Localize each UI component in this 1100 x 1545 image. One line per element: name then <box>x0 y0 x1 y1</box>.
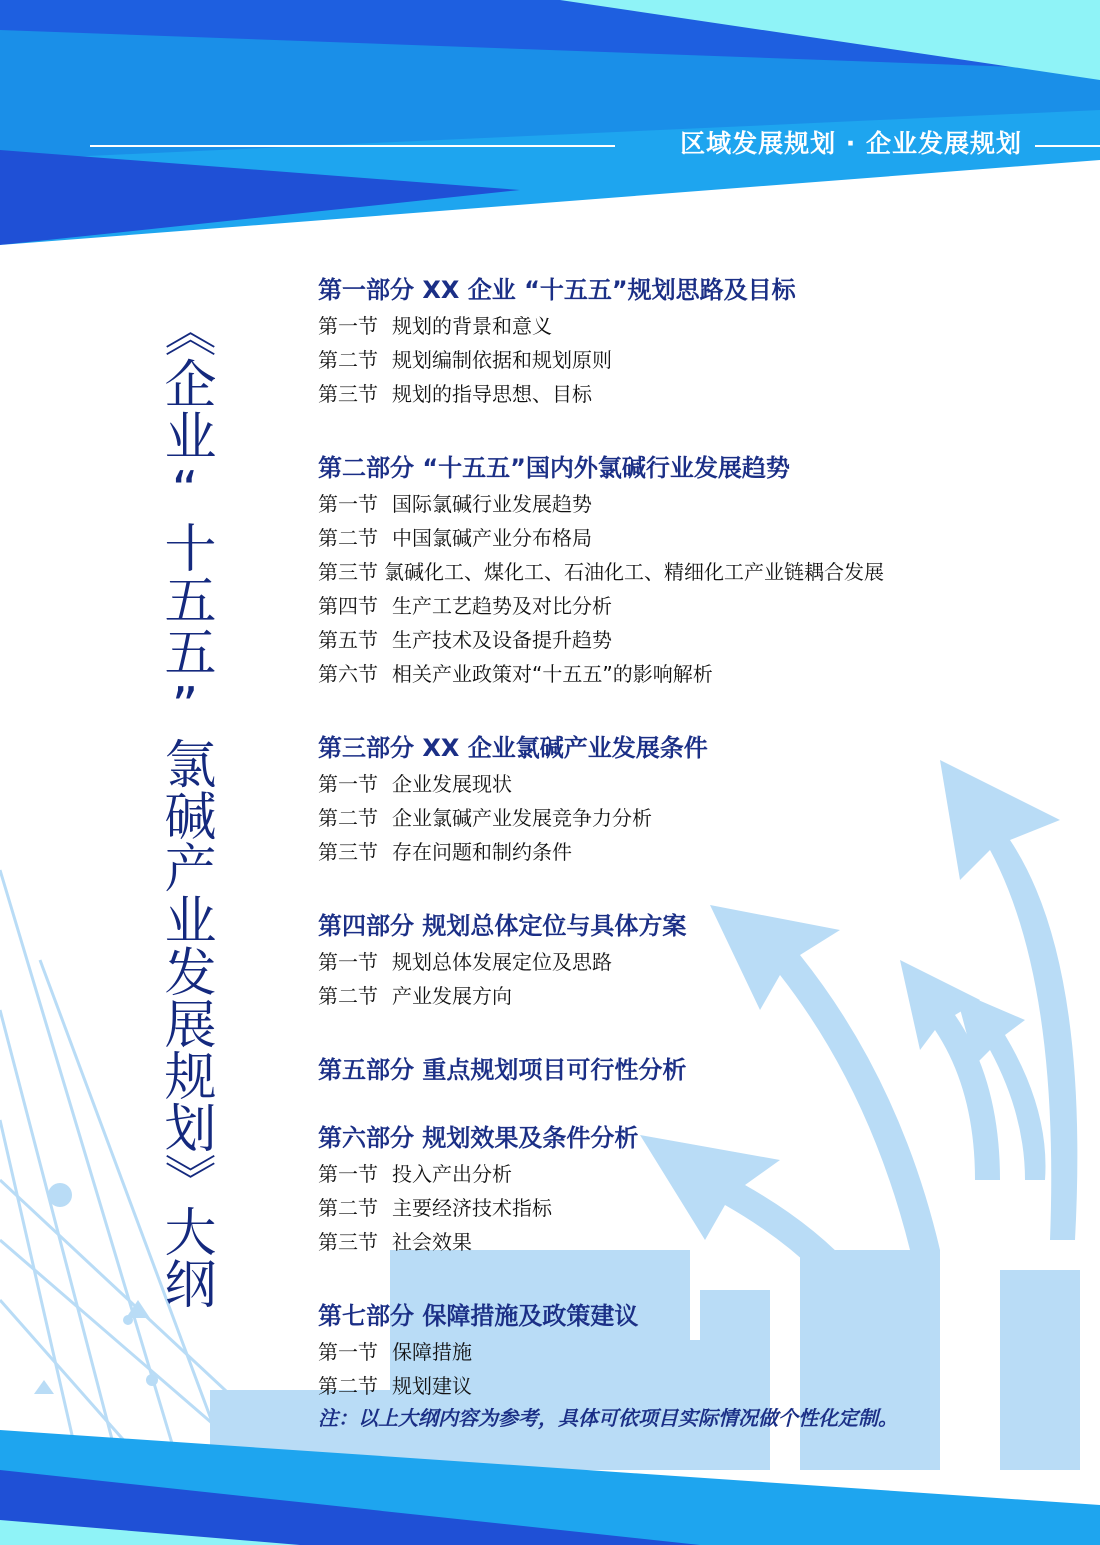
section-item <box>318 343 1078 377</box>
section-item <box>318 377 1078 411</box>
section-item <box>318 623 1078 657</box>
section-text: 规划总体发展定位及思路 <box>392 950 612 974</box>
section-text: 企业发展现状 <box>392 772 512 796</box>
section-number: 第二节 <box>318 984 378 1008</box>
section-text: 保障措施 <box>392 1340 472 1364</box>
section-item <box>318 555 1078 589</box>
toc-part-4 <box>318 907 1078 1013</box>
section-text: 产业发展方向 <box>392 984 512 1008</box>
section-number: 第一节 <box>318 492 378 516</box>
section-item <box>318 835 1078 869</box>
section-item <box>318 767 1078 801</box>
section-text: 存在问题和制约条件 <box>392 840 572 864</box>
section-item <box>318 1157 1078 1191</box>
section-number: 第二节 <box>318 806 378 830</box>
section-text: 规划的背景和意义 <box>392 314 552 338</box>
table-of-contents <box>318 271 1078 1441</box>
toc-part-5 <box>318 1051 1078 1089</box>
section-text: 生产工艺趋势及对比分析 <box>392 594 612 618</box>
vertical-title: 《企业“十五五”氯碱产业发展规划》大纲 <box>155 305 215 1309</box>
section-text: 规划的指导思想、目标 <box>392 382 592 406</box>
part-title: 第二部分 “十五五”国内外氯碱行业发展趋势 <box>318 454 790 482</box>
section-item <box>318 487 1078 521</box>
section-item <box>318 1369 1078 1403</box>
section-number: 第五节 <box>318 628 378 652</box>
section-number: 第三节 <box>318 840 378 864</box>
toc-part-2 <box>318 449 1078 691</box>
section-item <box>318 945 1078 979</box>
section-number: 第六节 <box>318 662 378 686</box>
section-number: 第三节 <box>318 560 378 584</box>
section-number: 第四节 <box>318 594 378 618</box>
section-number: 第二节 <box>318 1196 378 1220</box>
section-number: 第一节 <box>318 314 378 338</box>
footnote: 注：以上大纲内容为参考，具体可依项目实际情况做个性化定制。 <box>318 1406 898 1430</box>
toc-part-1 <box>318 271 1078 411</box>
section-number: 第三节 <box>318 1230 378 1254</box>
part-title: 第六部分 规划效果及条件分析 <box>318 1124 639 1152</box>
part-title: 第五部分 重点规划项目可行性分析 <box>318 1056 687 1084</box>
section-item <box>318 657 1078 691</box>
section-text: 中国氯碱产业分布格局 <box>392 526 592 550</box>
section-number: 第二节 <box>318 348 378 372</box>
section-text: 社会效果 <box>392 1230 472 1254</box>
section-number: 第二节 <box>318 1374 378 1398</box>
part-title: 第一部分 XX 企业 “十五五”规划思路及目标 <box>318 276 796 304</box>
section-item <box>318 979 1078 1013</box>
toc-part-3 <box>318 729 1078 869</box>
section-number: 第一节 <box>318 1340 378 1364</box>
part-title: 第七部分 保障措施及政策建议 <box>318 1302 639 1330</box>
section-text: 企业氯碱产业发展竞争力分析 <box>392 806 652 830</box>
section-number: 第一节 <box>318 772 378 796</box>
section-number: 第二节 <box>318 526 378 550</box>
section-text: 相关产业政策对“十五五”的影响解析 <box>392 662 713 686</box>
header-bar <box>0 124 1100 164</box>
toc-part-6 <box>318 1119 1078 1259</box>
part-title: 第三部分 XX 企业氯碱产业发展条件 <box>318 734 708 762</box>
section-item <box>318 589 1078 623</box>
section-number: 第一节 <box>318 950 378 974</box>
section-text: 主要经济技术指标 <box>392 1196 552 1220</box>
section-text: 国际氯碱行业发展趋势 <box>392 492 592 516</box>
toc-part-7 <box>318 1297 1078 1403</box>
section-item <box>318 801 1078 835</box>
section-text: 规划建议 <box>392 1374 472 1398</box>
section-item <box>318 1225 1078 1259</box>
section-text: 生产技术及设备提升趋势 <box>392 628 612 652</box>
section-text: 氯碱化工、煤化工、石油化工、精细化工产业链耦合发展 <box>384 560 884 584</box>
section-number: 第一节 <box>318 1162 378 1186</box>
section-item <box>318 521 1078 555</box>
section-item <box>318 1335 1078 1369</box>
section-number: 第三节 <box>318 382 378 406</box>
section-text: 规划编制依据和规划原则 <box>392 348 612 372</box>
section-text: 投入产出分析 <box>392 1162 512 1186</box>
section-item <box>318 1191 1078 1225</box>
part-title: 第四部分 规划总体定位与具体方案 <box>318 912 687 940</box>
header-tagline: 区域发展规划 · 企业发展规划 <box>680 129 1022 158</box>
section-item <box>318 309 1078 343</box>
